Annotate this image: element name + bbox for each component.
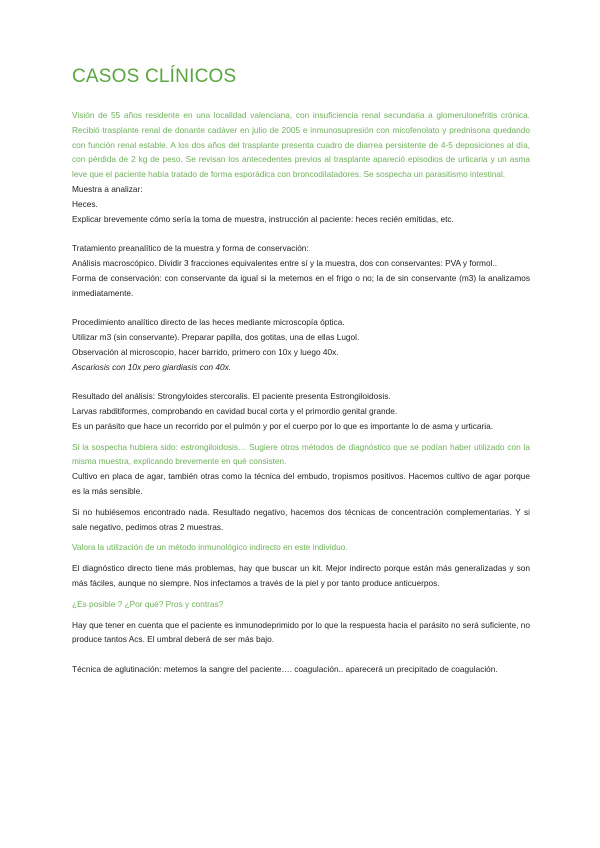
preanalytic-heading: Tratamiento preanalítico de la muestra y forma de conservación: [72, 243, 309, 254]
sample-heading: Muestra a analizar: [72, 183, 143, 194]
analytic-note: Ascariosis con 10x pero giardiasis con 40x. [72, 361, 232, 372]
page-title: CASOS CLÍNICOS [72, 66, 237, 87]
preanalytic-line-1: Análisis macroscópico. Dividir 3 fracciones equivalentes entre sí y la muestra, dos con conservantes: PVA y formol.. [72, 257, 498, 268]
analytic-line-2: Observación al microscopio, hacer barrido, primero con 10x y luego 40x. [72, 346, 339, 357]
sample-value: Heces. [72, 198, 98, 209]
possible-answer: Hay que tener en cuenta que el paciente es inmunodeprimido por lo que la respuesta hacia el parásito no será suficiente, no produce tantos Acs. El umbral deberá de ser más bajo. [72, 619, 530, 645]
agglutination-text: Técnica de aglutinación: metemos la sangre del paciente…. coagulación.. aparecerá un precipitado de coagulación. [72, 663, 498, 674]
case-intro: Visión de 55 años residente en una localidad valenciana, con insuficiencia renal secundaria a glomerulonefritis crónica. Recibió trasplante renal de donante cadáver en julio de 2005 e inmunosupresión con micofenolato y prednisona quedando con función renal estable. A los dos años del trasplante presenta cuadro de diarrea persistente de 4-5 deposiciones al día, con pérdida de 2 kg de peso. Se revisan los antecedentes previos al trasplante apareció episodios de urticaria y un asma leve que el paciente había tratado de forma esporádica con broncodilatadores. Se sospecha un parasitismo intestinal. [72, 110, 530, 180]
negative-result-text: Si no hubiésemos encontrado nada. Resultado negativo, hacemos dos técnicas de concentración complementarias. Y si sale negativo, pedimos otras 2 muestras. [72, 506, 530, 532]
document-page [72, 66, 530, 677]
suspicion-answer: Cultivo en placa de agar, también otras como la técnica del embudo, tropismos positivos. Hacemos cultivo de agar porque es la más sensible. [72, 471, 530, 496]
spacer [72, 226, 530, 241]
sample-explanation: Explicar brevemente cómo sería la toma de muestra, instrucción al paciente: heces recién emitidas, etc. [72, 213, 454, 224]
spacer [72, 647, 530, 662]
result-line-3: Es un parásito que hace un recorrido por el pulmón y por el cuerpo por lo que es importante lo de asma y urticaria. [72, 420, 494, 431]
immunologic-question: Valora la utilización de un método inmunológico indirecto en este individuo. [72, 542, 348, 553]
immunologic-answer: El diagnóstico directo tiene más problemas, hay que buscar un kit. Mejor indirecto porque están más generalizadas y son más fáciles, aunque no siempre. Nos infectamos a través de la piel y por tanto produce anticuerpos. [72, 563, 530, 588]
spacer [72, 374, 530, 389]
analytic-heading: Procedimiento analítico directo de las heces mediante microscopía óptica. [72, 317, 345, 328]
result-line-1: Resultado del análisis: Strongyloides stercoralis. El paciente presenta Estrongiloidosis. [72, 391, 391, 402]
spacer [72, 300, 530, 315]
possible-question: ¿Es posible ? ¿Por qué? Pros y contras? [72, 598, 224, 609]
analytic-line-1: Utilizar m3 (sin conservante). Preparar papilla, dos gotitas, una de ellas Lugol. [72, 331, 360, 342]
preanalytic-line-2: Forma de conservación: con conservante da igual si la metemos en el frigo o no; la de sin conservante (m3) la analizamos inmediatamente. [72, 272, 530, 298]
suspicion-question: Si la sospecha hubiera sido: estrongiloidosis… Sugiere otros métodos de diagnóstico que se podían haber utilizado con la misma muestra, explicando brevemente en qué consisten. [72, 441, 530, 467]
result-line-2: Larvas rabditiformes, comprobando en cavidad bucal corta y el primordio genital grande. [72, 405, 398, 416]
